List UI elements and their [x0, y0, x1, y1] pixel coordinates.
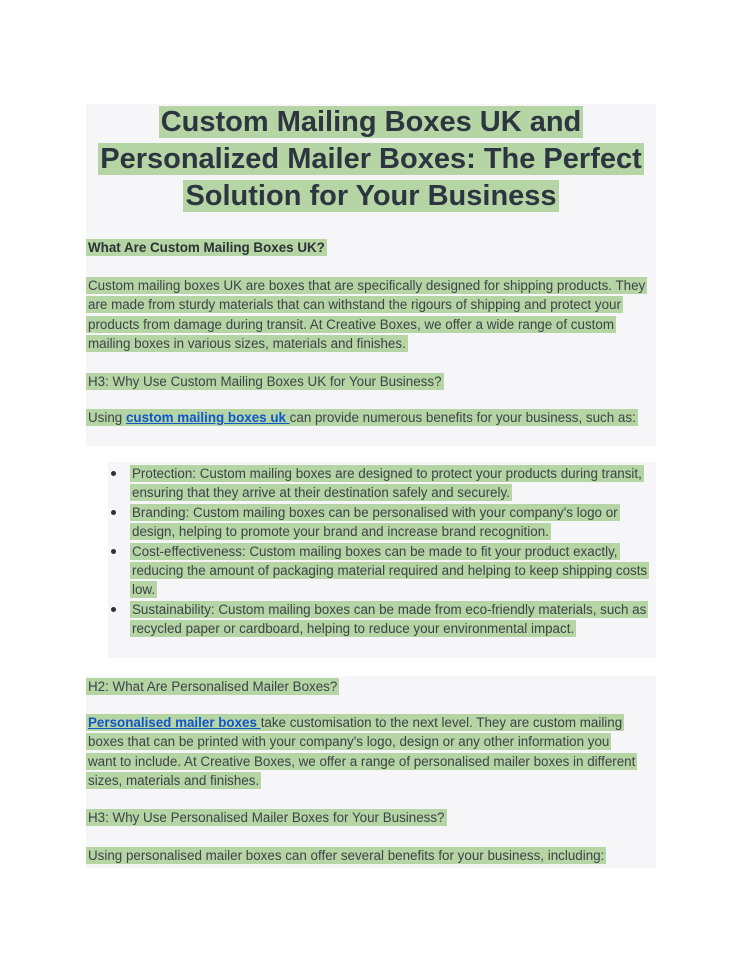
- section-heading-what-are: [86, 238, 656, 257]
- section-heading-text: What Are Custom Mailing Boxes UK?: [88, 240, 325, 255]
- paragraph-using-custom: [86, 408, 646, 427]
- paragraph-personalised: [86, 713, 636, 791]
- title-line-1: Custom Mailing Boxes UK and: [160, 106, 582, 138]
- h3-why-use-custom: [86, 372, 656, 391]
- paragraph-custom-mailing: [86, 276, 646, 354]
- paragraph-after-text: take customisation to the next level. They are custom mailing boxes that can be printed with your company's logo, design or any other information you want to include. At Creative Boxes, we offer a range of personalised mailer boxes in different sizes, materials and finishes.: [88, 715, 636, 789]
- intro-after-text: can provide numerous benefits for your business, such as:: [289, 410, 636, 425]
- h3-text: H3: Why Use Personalised Mailer Boxes for Your Business?: [88, 810, 445, 825]
- title-line-2: Personalized Mailer Boxes: The Perfect: [100, 143, 642, 175]
- paragraph-using-personalised: [86, 846, 656, 865]
- paragraph-text: Custom mailing boxes UK are boxes that are specifically designed for shipping products. They are made from sturdy materials that can withstand the rigours of shipping and protect your products from damage during transit. At Creative Boxes, we offer a wide range of custom mailing boxes in various sizes, materials and finishes.: [88, 278, 646, 352]
- h2-personalised-mailer: [86, 677, 656, 696]
- paragraph-text: Using personalised mailer boxes can offer several benefits for your business, including:: [88, 848, 605, 863]
- list-item: [86, 542, 656, 600]
- h3-why-use-personalised: [86, 808, 656, 827]
- h3-text: H3: Why Use Custom Mailing Boxes UK for Your Business?: [88, 374, 442, 389]
- list-item-text: Branding: Custom mailing boxes can be personalised with your company's logo or design, helping to promote your brand and increase brand recognition.: [132, 504, 618, 540]
- intro-before-text: Using: [88, 410, 126, 425]
- custom-mailing-boxes-link[interactable]: custom mailing boxes uk: [125, 410, 290, 425]
- benefits-list: [86, 464, 656, 639]
- personalised-mailer-boxes-link[interactable]: Personalised mailer boxes: [88, 715, 261, 730]
- list-item: [86, 600, 656, 639]
- title-line-3: Solution for Your Business: [185, 180, 557, 212]
- h2-text: H2: What Are Personalised Mailer Boxes?: [88, 679, 338, 694]
- list-item: [86, 503, 656, 542]
- list-item-text: Protection: Custom mailing boxes are designed to protect your products during transit, ensuring that they arrive at their destination safely and securely.: [132, 466, 642, 501]
- list-item-text: Cost-effectiveness: Custom mailing boxes can be made to fit your product exactly, reducing the amount of packaging material required and helping to keep shipping costs low.: [132, 543, 648, 598]
- page-title: [86, 104, 656, 215]
- list-item-text: Sustainability: Custom mailing boxes can be made from eco-friendly materials, such as recycled paper or cardboard, helping to reduce your environmental impact.: [132, 601, 647, 637]
- list-item: [86, 464, 656, 503]
